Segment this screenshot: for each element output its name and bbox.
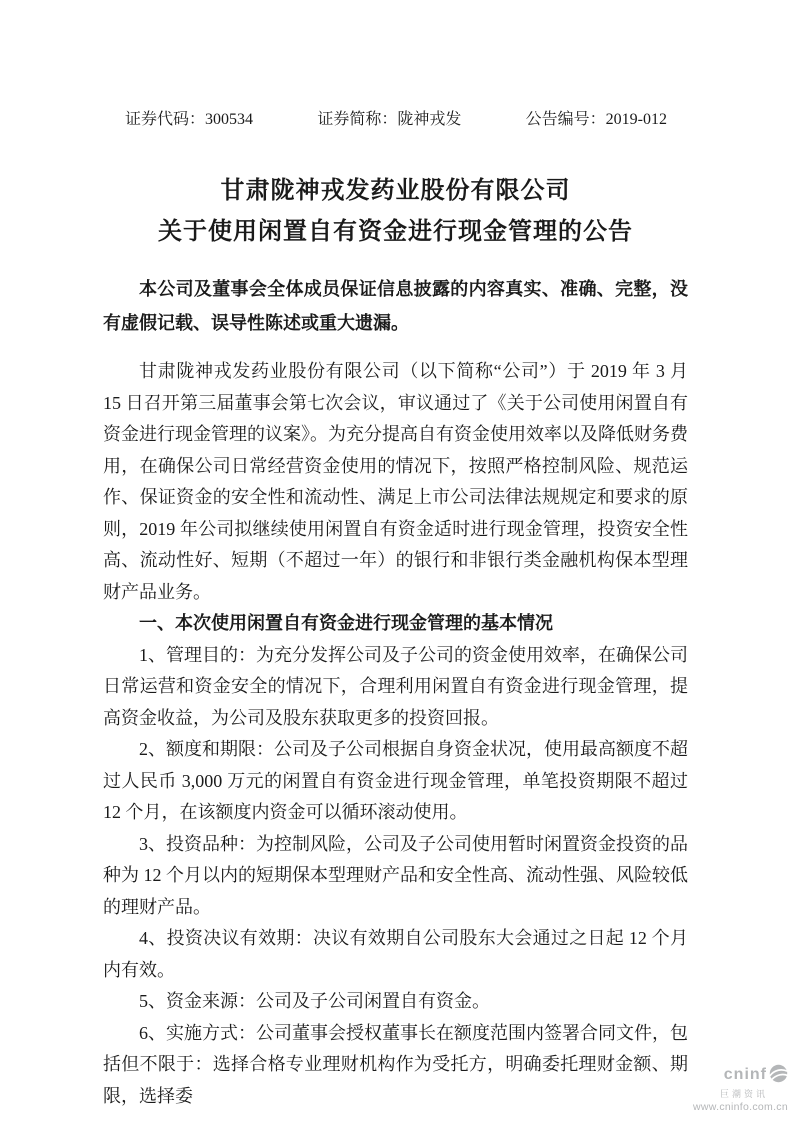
item-investment-types: 3、投资品种：为控制风险，公司及子公司使用暂时闲置资金投资的品种为 12 个月以内的短期保本型理财产品和安全性高、流动性强、风险较低的理财产品。 [103, 833, 688, 917]
document-header [125, 110, 667, 130]
cninfo-website-url: www.cninfo.com.cn [693, 1100, 788, 1113]
item-resolution-validity: 4、投资决议有效期：决议有效期自公司股东大会通过之日起 12 个月内有效。 [103, 928, 688, 980]
stock-name: 证券简称：陇神戎发 [317, 111, 462, 128]
cninfo-swirl-icon [769, 1064, 788, 1087]
stock-code: 证券代码：300534 [125, 111, 254, 128]
item-implementation-method: 6、实施方式：公司董事会授权董事长在额度范围内签署合同文件，包括但不限于：选择合格专业理财机构作为受托方，明确委托理财金额、期限，选择委 [103, 1022, 688, 1106]
cninfo-logo-row [693, 1064, 788, 1087]
disclaimer-statement: 本公司及董事会全体成员保证信息披露的内容真实、准确、完整，没有虚假记载、误导性陈述或重大遗漏。 [103, 279, 688, 333]
section-heading-basic-info: 一、本次使用闲置自有资金进行现金管理的基本情况 [139, 613, 553, 633]
item-management-purpose: 1、管理目的：为充分发挥公司及子公司的资金使用效率，在确保公司日常运营和资金安全的情况下，合理利用闲置自有资金进行现金管理，提高资金收益，为公司及股东获取更多的投资回报。 [103, 644, 688, 728]
title-line-subject: 关于使用闲置自有资金进行现金管理的公告 [158, 218, 633, 245]
item-fund-source: 5、资金来源：公司及子公司闲置自有资金。 [139, 991, 490, 1011]
cninfo-logo [693, 1064, 788, 1113]
announcement-number: 公告编号：2019-012 [525, 111, 667, 128]
cninfo-logo-text: cninf [723, 1066, 767, 1083]
document-title [103, 170, 688, 252]
item-quota-and-term: 2、额度和期限：公司及子公司根据自身资金状况，使用最高额度不超过人民币 3,000 万元的闲置自有资金进行现金管理，单笔投资期限不超过 12 个月，在该额度内资金可以循环滚动使用。 [103, 739, 688, 822]
title-line-company: 甘肃陇神戎发药业股份有限公司 [220, 177, 571, 204]
intro-paragraph: 甘肃陇神戎发药业股份有限公司（以下简称“公司”）于 2019 年 3 月 15 日召开第三届董事会第七次会议，审议通过了《关于公司使用闲置自有资金进行现金管理的议案》。为充分提高自有资金使用效率以及降低财务费用，在确保公司日常经营资金使用的情况下，按照严格控制风险、规范运作、保证资金的安全性和流动性、满足上市公司法律法规规定和要求的原则，2019 年公司拟继续使用闲置自有资金适时进行现金管理，投资安全性高、流动性好、短期（不超过一年）的银行和非银行类金融机构保本型理财产品业务。 [103, 361, 688, 602]
document-body [103, 356, 688, 1112]
cninfo-chinese-name: 巨潮资讯 [719, 1088, 768, 1099]
